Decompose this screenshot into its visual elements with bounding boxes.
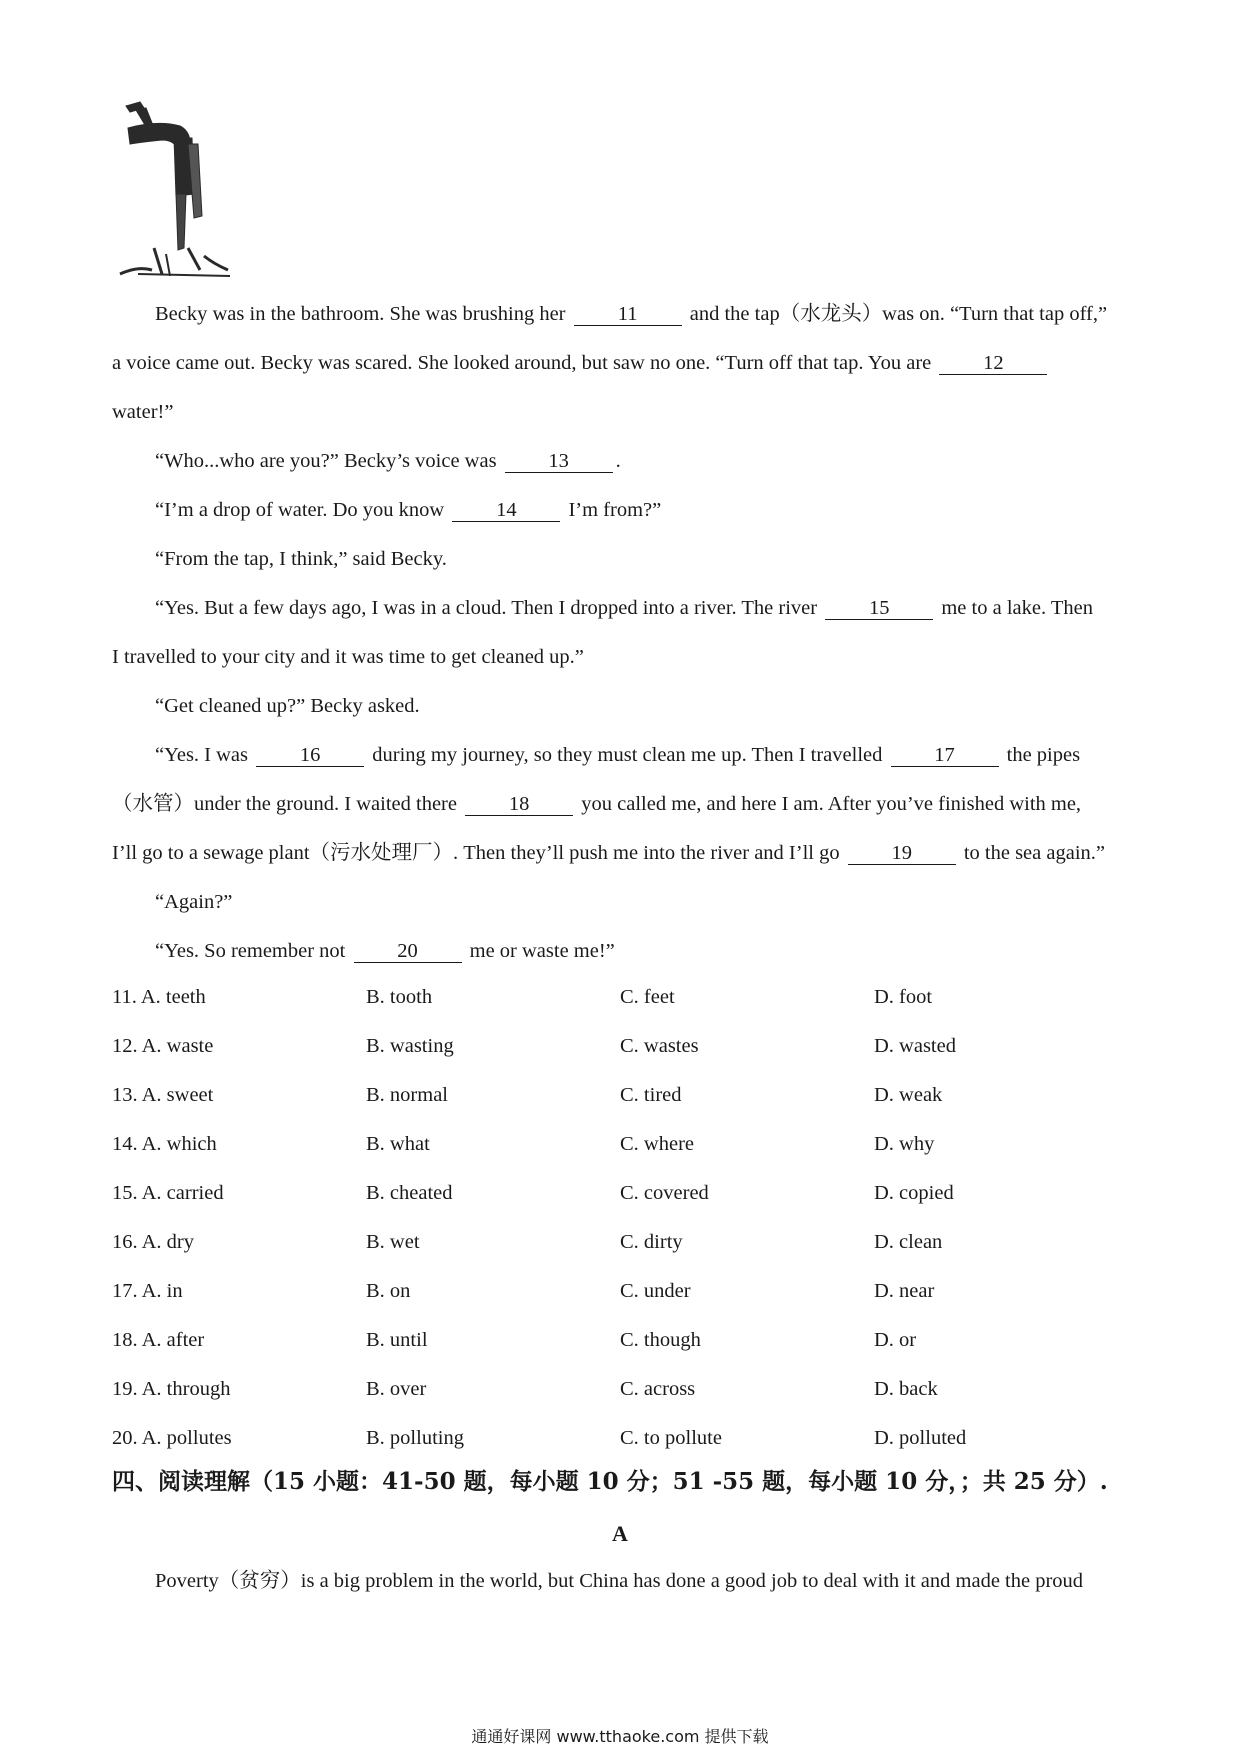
option-choice: C. feet: [620, 986, 675, 1008]
answer-blank: 13: [505, 450, 613, 473]
option-choice: D. clean: [874, 1231, 943, 1253]
option-row: [112, 1414, 1132, 1463]
option-choice: D. weak: [874, 1084, 943, 1106]
option-row: [112, 1022, 1132, 1071]
passage-line: [112, 339, 1132, 388]
option-row: [112, 1316, 1132, 1365]
option-row: [112, 1267, 1132, 1316]
option-choice: C. though: [620, 1329, 701, 1351]
passage-text: “Yes. I was: [155, 744, 254, 766]
option-choice: B. what: [366, 1133, 430, 1155]
option-choice: C. where: [620, 1133, 695, 1155]
option-choice: C. under: [620, 1280, 691, 1302]
option-row: [112, 1169, 1132, 1218]
answer-blank: 15: [825, 597, 933, 620]
passage-text: “Yes. But a few days ago, I was in a cloud. Then I dropped into a river. The river: [155, 597, 823, 619]
answer-blank: 14: [452, 499, 560, 522]
answer-blank: 16: [256, 744, 364, 767]
passage-text: me to a lake. Then: [936, 597, 1093, 619]
option-choice: D. polluted: [874, 1427, 967, 1449]
option-choice: C. dirty: [620, 1231, 683, 1253]
option-row: [112, 1365, 1132, 1414]
option-choice: D. copied: [874, 1182, 954, 1204]
option-choice: 15. A. carried: [112, 1182, 224, 1204]
option-choice: C. across: [620, 1378, 696, 1400]
passage-text: .: [615, 450, 621, 472]
option-choice: 18. A. after: [112, 1329, 205, 1351]
passage-text: “Get cleaned up?” Becky asked.: [155, 695, 420, 717]
option-row: [112, 1218, 1132, 1267]
section-heading: 四、阅读理解（15 小题：41-50 题，每小题 10 分；51 -55 题，每小题 10 分，；共 25 分）.: [112, 1468, 1108, 1495]
option-choice: B. tooth: [366, 986, 433, 1008]
passage-text: （水管）under the ground. I waited there: [112, 793, 463, 815]
option-choice: B. cheated: [366, 1182, 453, 1204]
passage-text: I travelled to your city and it was time to get cleaned up.”: [112, 646, 584, 668]
option-choice: D. near: [874, 1280, 935, 1302]
option-choice: 16. A. dry: [112, 1231, 194, 1253]
option-choice: C. wastes: [620, 1035, 699, 1057]
passage-text: the pipes: [1001, 744, 1081, 766]
option-choice: 17. A. in: [112, 1280, 183, 1302]
answer-blank: 19: [848, 842, 956, 865]
option-choice: B. over: [366, 1378, 427, 1400]
option-choice: B. normal: [366, 1084, 448, 1106]
passage-text: “Again?”: [155, 891, 233, 913]
option-row: [112, 973, 1132, 1022]
passage-line: [155, 927, 1175, 976]
option-choice: C. to pollute: [620, 1427, 722, 1449]
passage-line: [155, 878, 1175, 927]
option-choice: D. foot: [874, 986, 933, 1008]
passage-line: [112, 388, 1132, 437]
passage-text: during my journey, so they must clean me up. Then I travelled: [367, 744, 888, 766]
option-row: [112, 1071, 1132, 1120]
option-row: [112, 1120, 1132, 1169]
passage-text: a voice came out. Becky was scared. She looked around, but saw no one. “Turn off that tap. You are: [112, 352, 937, 374]
passage-text: to the sea again.”: [958, 842, 1106, 864]
option-choice: 14. A. which: [112, 1133, 217, 1155]
water-tap-illustration: [118, 98, 260, 288]
answer-blank: 20: [354, 940, 462, 963]
passage-text: “I’m a drop of water. Do you know: [155, 499, 450, 521]
passage-line: [155, 535, 1175, 584]
option-choice: 12. A. waste: [112, 1035, 214, 1057]
option-choice: B. polluting: [366, 1427, 464, 1449]
answer-blank: 18: [465, 793, 573, 816]
passage-line: [155, 731, 1175, 780]
option-choice: 19. A. through: [112, 1378, 231, 1400]
answer-blank: 12: [939, 352, 1047, 375]
passage-line: [155, 584, 1175, 633]
passage-line: [155, 437, 1175, 486]
passage-line: [155, 486, 1175, 535]
passage-line: [155, 682, 1175, 731]
passage-line: [155, 290, 1175, 339]
passage-text: you called me, and here I am. After you’ve finished with me,: [576, 793, 1082, 815]
page-footer: 通通好课网 www.tthaoke.com 提供下载: [471, 1727, 769, 1746]
passage-text: “Who...who are you?” Becky’s voice was: [155, 450, 502, 472]
passage-text: “Yes. So remember not: [155, 940, 351, 962]
option-choice: 13. A. sweet: [112, 1084, 214, 1106]
answer-options: [112, 973, 1132, 1463]
option-choice: C. tired: [620, 1084, 682, 1106]
passage-text: and the tap（水龙头）was on. “Turn that tap off,”: [684, 303, 1108, 325]
option-choice: B. on: [366, 1280, 411, 1302]
answer-blank: 17: [891, 744, 999, 767]
passage-text: water!”: [112, 401, 174, 423]
passage-text: “From the tap, I think,” said Becky.: [155, 548, 447, 570]
passage-line: [112, 633, 1132, 682]
option-choice: D. back: [874, 1378, 938, 1400]
passage-line: [112, 829, 1132, 878]
option-choice: C. covered: [620, 1182, 709, 1204]
option-choice: B. until: [366, 1329, 428, 1351]
passage-text: I’ll go to a sewage plant（污水处理厂）. Then they’ll push me into the river and I’ll go: [112, 842, 845, 864]
option-choice: 11. A. teeth: [112, 986, 206, 1008]
option-choice: D. wasted: [874, 1035, 956, 1057]
passage-line: [112, 780, 1132, 829]
option-choice: D. why: [874, 1133, 935, 1155]
passage-text: me or waste me!”: [464, 940, 615, 962]
part-letter: A: [612, 1521, 628, 1546]
answer-blank: 11: [574, 303, 682, 326]
option-choice: B. wasting: [366, 1035, 454, 1057]
option-choice: B. wet: [366, 1231, 420, 1253]
passage-text: I’m from?”: [563, 499, 662, 521]
option-choice: 20. A. pollutes: [112, 1427, 232, 1449]
option-choice: D. or: [874, 1329, 917, 1351]
reading-passage-first-line: Poverty（贫穷）is a big problem in the world, but China has done a good job to deal with it and made the proud: [155, 1570, 1084, 1592]
passage-text: Becky was in the bathroom. She was brushing her: [155, 303, 571, 325]
